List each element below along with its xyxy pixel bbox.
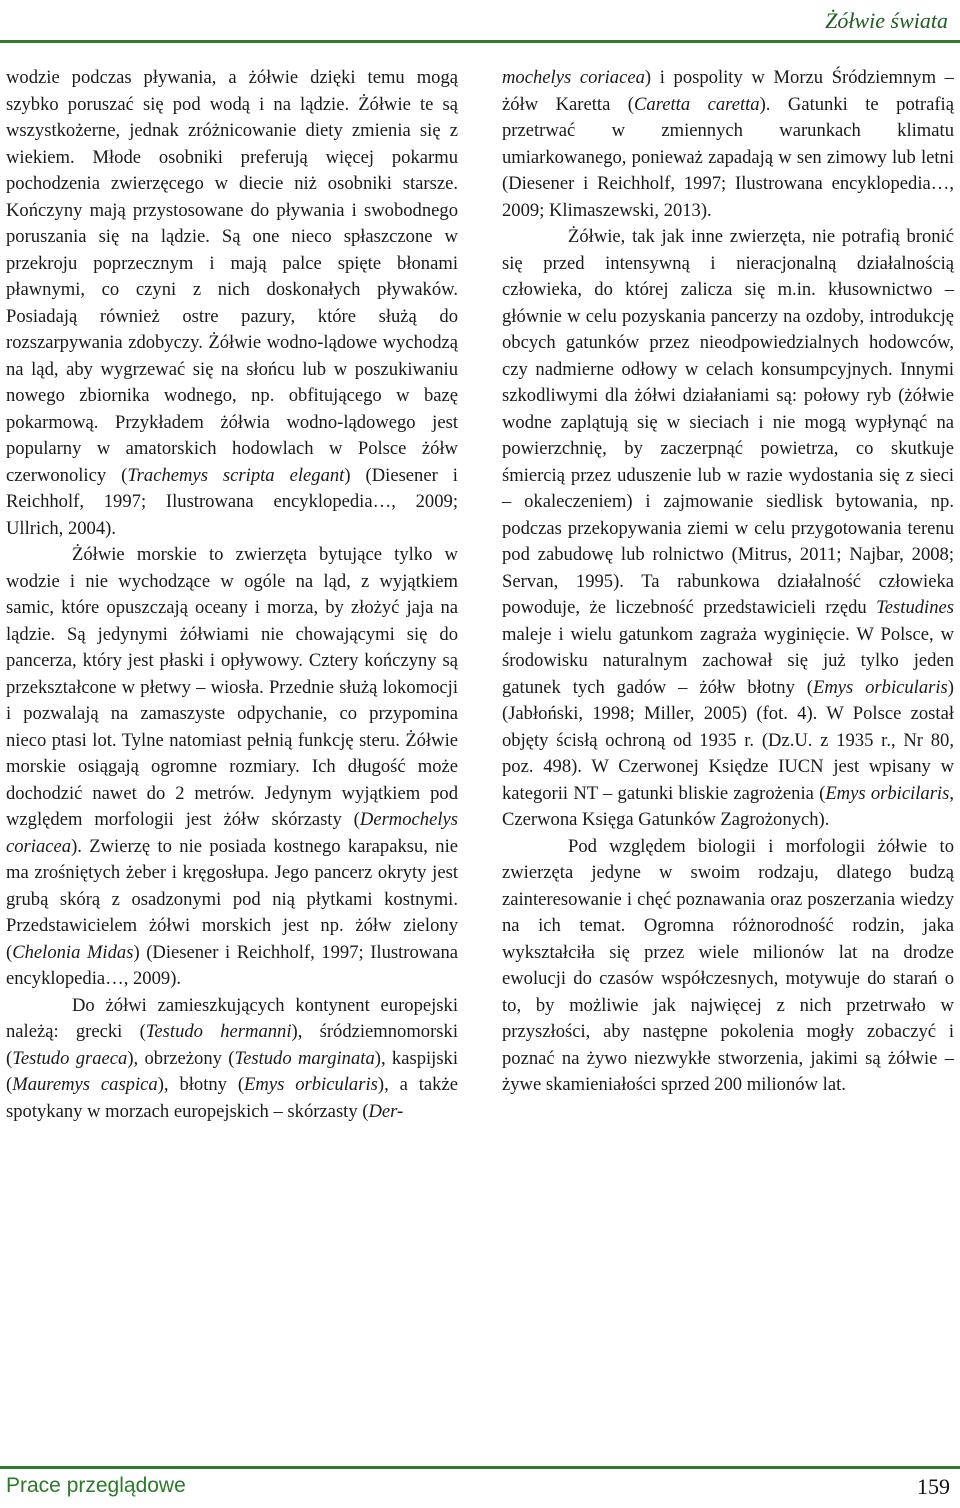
- page-number: 159: [917, 1474, 950, 1499]
- species-name: Trachemys scripta elegant: [127, 464, 345, 486]
- paragraph-threats: Żółwie, tak jak inne zwierzęta, nie potrafią bronić się przed intensywną i nieracjonalną działalnością człowieka, do której zalicza się m.in. kłusownictwo – głównie w celu pozyskania pancerzy na ozdoby, introdukcję obcych gatunków przez nieodpowiedzialnych hodowców, czy nadmierne odłowy w celach konsumpcyjnych. Innymi szkodliwymi dla żółwi działaniami są: połowy ryb (żółwie wodne zaplątują się w sieciach i nie mogą wypłynąć na powierzchnię, by zaczerpnąć powietrza, co skutkuje śmiercią przez uduszenie lub w razie wydostania się z sieci – okaleczeniem) i zajmowanie siedlisk bytowania, np. podczas przekopywania ziemi w celu przygotowania terenu pod zabudowę lub rolnictwo (Mitrus, 2011; Najbar, 2008; Servan, 1995). Ta rabunkowa działalność człowieka powoduje, że liczebność przedstawicieli rzędu Testudines maleje i wielu gatunkom zagraża wyginięcie. W Polsce, w środowisku naturalnym zachował się już tylko jeden gatunek tych gadów – żółw błotny (Emys orbicularis) (Jabłoński, 1998; Miller, 2005) (fot. 4). W Polsce został objęty ścisłą ochroną od 1935 r. (Dz.U. z 1935 r., Nr 80, poz. 498). W Czerwonej Księdze IUCN jest wpisany w kategorii NT – gatunki bliskie zagrożenia (Emys orbicilaris, Czerwona Księga Gatunków Zagrożonych).: [502, 226, 954, 830]
- paragraph-conclusion: Pod względem biologii i morfologii żółwie to zwierzęta jedyne w swoim rodzaju, dlatego budzą zainteresowanie i chęć poznawania oraz poszerzania wiedzy na ich temat. Ogromna różnorodność rodzin, jaka wykształciła się przez wiele milionów lat na drodze ewolucji do czasów współczesnych, motywuje do starań o to, by możliwie jak najwięcej z nich przetrwało w przyszłości, aby następne pokolenia mogły zobaczyć i poznać na żywo niezwykłe stworzenia, jakimi są żółwie – żywe skamieniałości sprzed 200 milionów lat.: [502, 835, 954, 1095]
- paragraph-freshwater-turtles: wodzie podczas pływania, a żółwie dzięki temu mogą szybko poruszać się pod wodą i na lądzie. Żółwie te są wszystkożerne, jednak zróżnicowanie diety zmienia się z wiekiem. Młode osobniki preferują więcej pokarmu pochodzenia zwierzęcego w diecie niż osobniki starsze. Kończyny mają przystosowane do pływania i swobodnego poruszania się na lądzie. Są one nieco spłaszczone w przekroju poprzecznym i mają palce spięte błonami pławnymi, co czyni z nich doskonałych pływaków. Posiadają również ostre pazury, które służą do rozszarpywania zdobyczy. Żółwie wodno-lądowe wychodzą na ląd, aby wygrzewać się na słońcu lub w poszukiwaniu nowego zbiornika wodnego, np. obfitującego w bazę pokarmową. Przykładem żółwia wodno-lądowego jest popularny w amatorskich hodowlach w Polsce żółw czerwonolicy (Trachemys scripta elegant) (Diesener i Reichholf, 1997; Ilustrowana encyklopedia…, 2009; Ullrich, 2004).: [6, 67, 458, 539]
- species-name: Chelonia Midas: [12, 941, 134, 963]
- right-column: [502, 65, 954, 1099]
- left-column: [6, 65, 458, 1125]
- header-rule: [0, 40, 960, 43]
- footer-section-title: Prace przeglądowe: [6, 1474, 186, 1497]
- running-header-title: Żółwie świata: [825, 8, 948, 33]
- species-name: Caretta caretta: [634, 93, 760, 115]
- species-name: Testudines: [876, 597, 954, 618]
- species-name: Emys orbicilaris: [825, 782, 950, 804]
- species-name: mochelys coriacea: [502, 67, 645, 88]
- species-name: Emys orbicularis: [812, 676, 948, 698]
- species-name: Emys orbicularis: [244, 1074, 378, 1095]
- species-name: Testudo marginata: [234, 1047, 375, 1069]
- species-name: Der-: [368, 1100, 404, 1122]
- species-name: Testudo graeca: [12, 1047, 128, 1069]
- paragraph-sea-turtles: Żółwie morskie to zwierzęta bytujące tylko w wodzie i nie wychodzące w ogóle na ląd, z wyjątkiem samic, które opuszczają oceany i morza, by złożyć jaja na lądzie. Są jedynymi żółwiami nie chowającymi się do pancerza, który jest płaski i opływowy. Cztery kończyny są przekształcone w płetwy – wiosła. Przednie służą lokomocji i pozwalają na zamaszyste odpychanie, co przypomina nieco ptasi lot. Tylne natomiast pełnią funkcję steru. Żółwie morskie osiągają ogromne rozmiary. Ich długość może dochodzić nawet do 2 metrów. Jedynym wyjątkiem pod względem morfologii jest żółw skórzasty (Dermochelys coriacea). Zwierzę to nie posiada kostnego karapaksu, nie ma zrośniętych żeber i kręgosłupa. Jego pancerz okryty jest grubą skórą z osadzonymi pod nią płytkami kostnymi. Przedstawicielem żółwi morskich jest np. żółw zielony (Chelonia Midas) (Diesener i Reichholf, 1997; Ilustrowana encyklopedia…, 2009).: [6, 544, 459, 989]
- species-name: Mauremys caspica: [12, 1074, 158, 1095]
- paragraph-european-turtles: Do żółwi zamieszkujących kontynent europejski należą: grecki (Testudo hermanni), śródziemnomorski (Testudo graeca), obrzeżony (Testudo marginata), kaspijski (Mauremys caspica), błotny (Emys orbicularis), a także spotykany w morzach europejskich – skórzasty (Der-: [6, 994, 459, 1122]
- species-name: Testudo hermanni: [145, 1021, 292, 1042]
- paragraph-continuation: mochelys coriacea) i pospolity w Morzu Śródziemnym – żółw Karetta (Caretta caretta). Gatunki te potrafią przetrwać w zmiennych warunkach klimatu umiarkowanego, ponieważ zapadają w sen zimowy lub letni (Diesener i Reichholf, 1997; Ilustrowana encyklopedia…, 2009; Klimaszewski, 2013).: [502, 67, 954, 221]
- footer-rule: [0, 1466, 960, 1469]
- species-name: Dermochelys coriacea: [6, 809, 458, 857]
